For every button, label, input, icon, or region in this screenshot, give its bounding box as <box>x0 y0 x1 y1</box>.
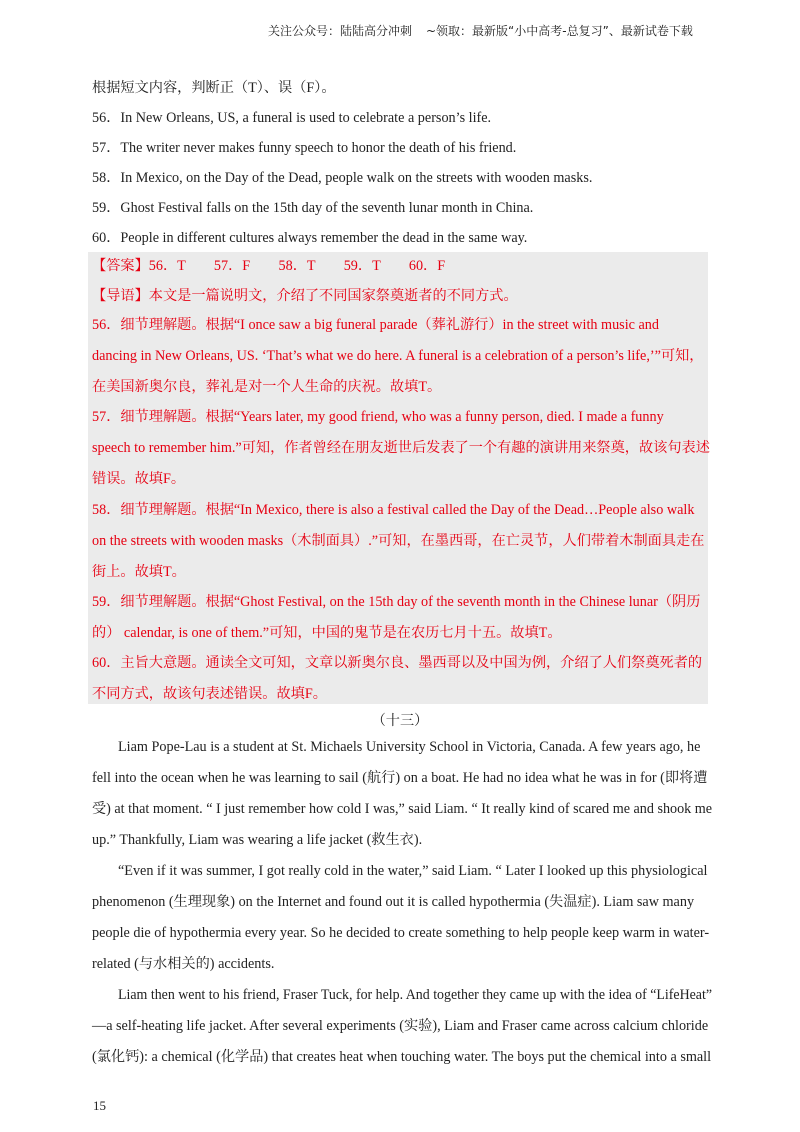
passage-line: fell into the ocean when he was learning to sail (航行) on a boat. He had no idea what he was in for (即将遭 <box>92 770 708 786</box>
page-number: 15 <box>93 1098 106 1113</box>
question-59: 59．Ghost Festival falls on the 15th day of the seventh lunar month in China. <box>92 200 534 216</box>
answer-line: dancing in New Orleans, US. ‘That’s what we do here. A funeral is a celebration of a person’s life,’”可知， <box>92 348 704 364</box>
passage-line: Liam then went to his friend, Fraser Tuck, for help. And together they came up with the idea of “LifeHeat” <box>118 987 712 1003</box>
answer-line: 在美国新奥尔良，葬礼是对一个人生命的庆祝。故填T。 <box>92 379 442 395</box>
answer-line: 街上。故填T。 <box>92 564 186 580</box>
passage-line: (氯化钙): a chemical (化学品) that creates heat when touching water. The boys put the chemical into a small <box>92 1049 712 1065</box>
answer-key: 【答案】56．T 57．F 58．T 59．T 60．F <box>92 258 446 274</box>
instruction-text: 根据短文内容，判断正（T）、误（F）。 <box>92 80 336 96</box>
passage-line: Liam Pope-Lau is a student at St. Michaels University School in Victoria, Canada. A few years ago, he <box>118 739 701 755</box>
answer-line: 59．细节理解题。根据“Ghost Festival, on the 15th day of the seventh month in the Chinese lunar（阴历 <box>92 594 701 610</box>
header-left-text: 关注公众号：陆陆高分冲刺 <box>268 24 413 38</box>
question-57: 57．The writer never makes funny speech to honor the death of his friend. <box>92 140 517 156</box>
answer-line: 不同方式，故该句表述错误。故填F。 <box>92 686 327 702</box>
answer-line: 错误。故填F。 <box>92 471 186 487</box>
passage-line: 受) at that moment. “ I just remember how cold I was,” said Liam. “ It really kind of scared me and shook me <box>92 801 712 817</box>
answer-line: 60．主旨大意题。通读全文可知，文章以新奥尔良、墨西哥以及中国为例，介绍了人们祭奠死者的 <box>92 655 703 671</box>
passage-line: up.” Thankfully, Liam was wearing a life jacket (救生衣). <box>92 832 423 848</box>
answer-line: on the streets with wooden masks（木制面具）.”可知，在墨西哥，在亡灵节，人们带着木制面具走在 <box>92 533 705 549</box>
header-right-text: ~领取：最新版“小中高考-总复习”、最新试卷下载 <box>426 24 693 38</box>
answer-line: 58．细节理解题。根据“In Mexico, there is also a festival called the Day of the Dead…People also walk <box>92 502 695 518</box>
answer-line: 的） calendar, is one of them.”可知，中国的鬼节是在农历七月十五。故填T。 <box>92 625 562 641</box>
answer-line: 56．细节理解题。根据“I once saw a big funeral parade（葬礼游行）in the street with music and <box>92 317 659 333</box>
answer-line: 57．细节理解题。根据“Years later, my good friend, who was a funny person, died. I made a funny <box>92 409 664 425</box>
answer-intro: 【导语】本文是一篇说明文，介绍了不同国家祭奠逝者的不同方式。 <box>92 288 518 304</box>
section-title: （十三） <box>371 713 429 729</box>
passage-line: related (与水相关的) accidents. <box>92 956 275 972</box>
passage-line: —a self-heating life jacket. After several experiments (实验), Liam and Fraser came across calcium chloride <box>92 1018 709 1034</box>
passage-line: people die of hypothermia every year. So he decided to create something to help people keep warm in water- <box>92 925 710 941</box>
question-60: 60．People in different cultures always remember the dead in the same way. <box>92 230 528 246</box>
question-58: 58．In Mexico, on the Day of the Dead, people walk on the streets with wooden masks. <box>92 170 593 186</box>
answer-line: speech to remember him.”可知，作者曾经在朋友逝世后发表了一个有趣的演讲用来祭奠，故该句表述 <box>92 440 710 456</box>
passage-line: “Even if it was summer, I got really cold in the water,” said Liam. “ Later I looked up this physiological <box>118 863 708 879</box>
passage-line: phenomenon (生理现象) on the Internet and found out it is called hypothermia (失温症). Liam saw many <box>92 894 695 910</box>
question-56: 56．In New Orleans, US, a funeral is used to celebrate a person’s life. <box>92 110 492 126</box>
